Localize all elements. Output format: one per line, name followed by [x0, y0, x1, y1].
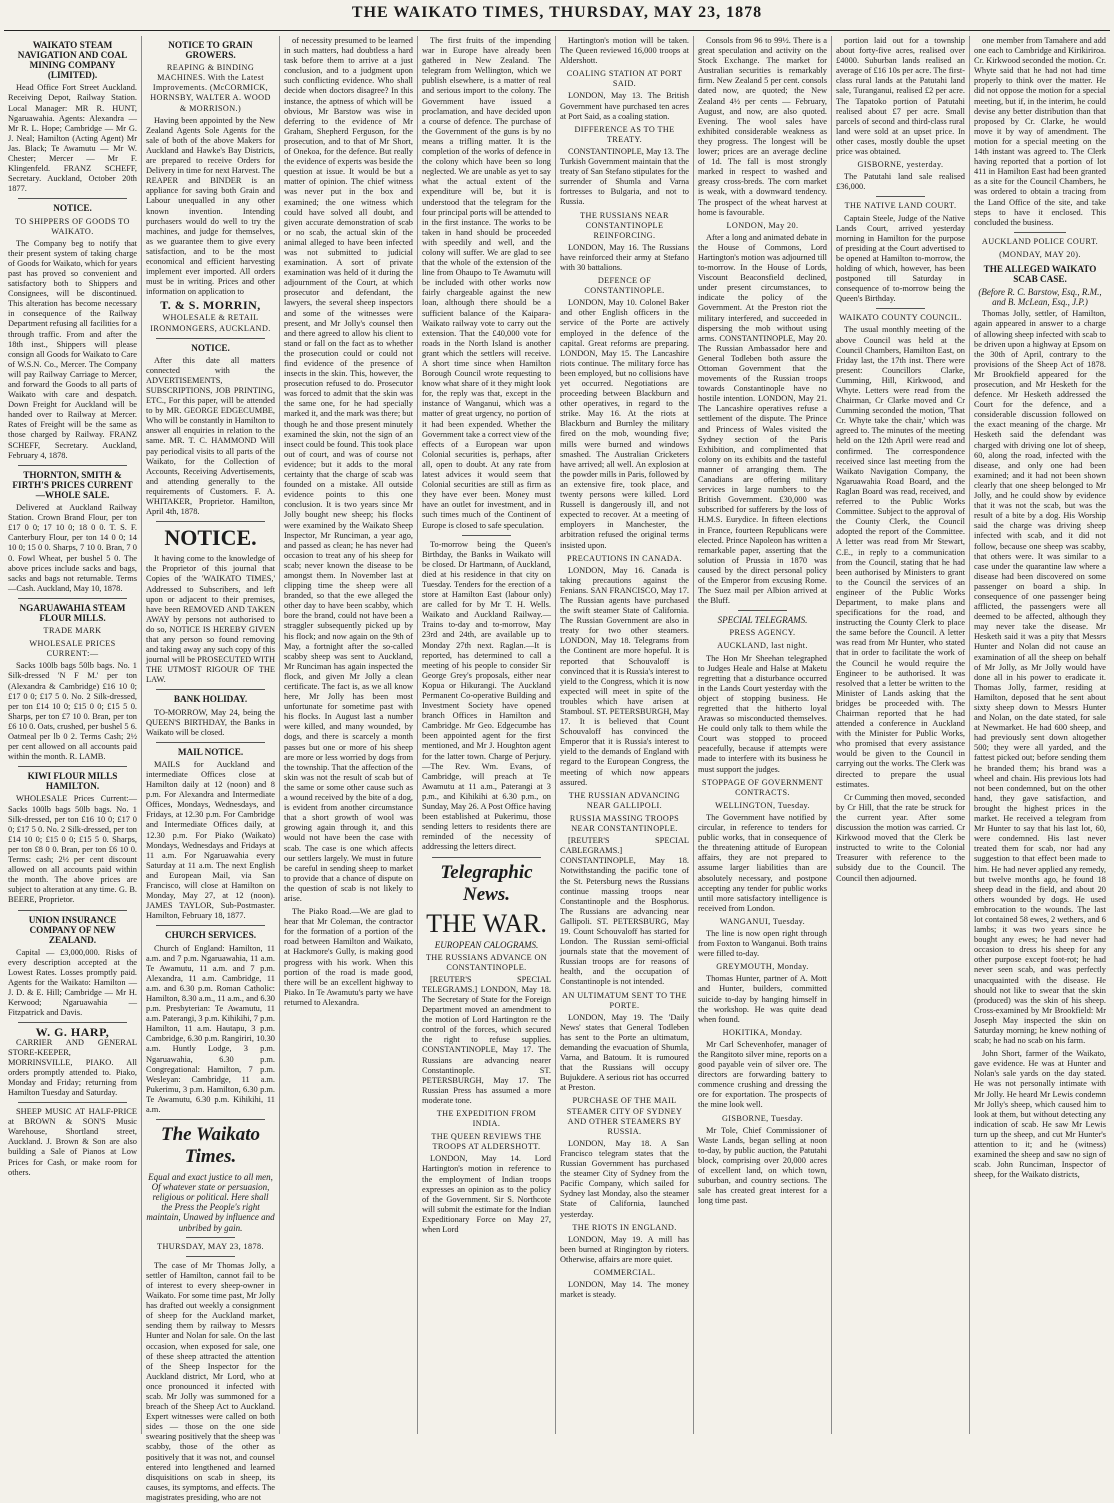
divider: [156, 742, 265, 743]
divider: [18, 766, 127, 767]
divider: [876, 196, 925, 197]
body-gisborne: Mr Tole, Chief Commissioner of Waste Lands, began selling at noon to-day, by public auction, the Patutahi block, comprising over 20,000 acres of excellent land, on which town, suburban, and country sections. The sale has created great interest for a long time past.: [698, 1125, 827, 1206]
heading-stoppage: STOPPAGE OF GOVERNMENT CONTRACTS.: [701, 777, 824, 797]
bank-holiday-body: TO-MORROW, May 24, being the QUEEN'S BIRTHDAY, the Banks in Waikato will be closed.: [146, 707, 275, 737]
steam-navigation-body: Head Office Fort Street Auckland. Receiving Depot, Railway Station. Local Manager: MR R. HUNT, Ngaruawahia. Agents: Alexandra — Mr R. L. Hope; Cambridge — Mr G. J. Neal; Hamilton (Acting Agent) Mr Jas. Black; Te Awamutu — Mr W. Chester; Mercer — Mr F. Klingenfeld. FRANZ SCHEFF, Secretary. Auckland, October 20th 1877.: [8, 83, 137, 194]
masthead: THE WAIKATO TIMES, THURSDAY, MAY 23, 1878: [351, 4, 763, 21]
column-3: [280, 36, 418, 1434]
body-riots: LONDON, May 19. A mill has been burned at Ringington by rioters. Otherwise, affairs are more quiet.: [560, 1234, 689, 1264]
editorial-continued: of necessity presumed to be learned in such matters, had doubtless a hard task before them to arrive at a just conclusion, and to a judgment upon such conflicting evidence. Who shall decide when doctors disagree? In this instance, the aptness of which will be obvious, Mr Barstow was wise in deferring to the evidence of Mr Graham, Shepherd Ferguson, for the prosecution, and to that of Mr Short, of Onekoa, for the defence. But really the evidence of experts was beside the question at issue. It would be but a matter of opinion. The chief witness was never put in the box and examined; the one witness which could have solved all doubt, and given accurate demonstration of scab or no scab, the actual skin of the animal alleged to have been infected was not submitted to judicial examination. A sort of private examination was held of it during the adjournment of the Court, at which prosecutor and defendant, the lawyers, the several sheep inspectors and some of the witnesses were present, and Mr Jolly's counsel then and there agreed to allow his client to stand or fall on the fact as to whether the prosecution could or could not find evidence of the presence of insects in the skin. This, however, the prosecution refused to do. Prosecutor was forced to admit that the skin was the same one, for he had specially marked it, and the mark was there; but though he and those present minutely examined the skin, not the sign of an insect could be found. This took place out of court, and was of course not evidence; but it adds to the moral certainty that the charge of scab was founded on a mistake. All outside evidence points to this one conclusion. It is two years since Mr Jolly bought new sheep; his flocks were examined by the Waikato Sheep Inspector, Mr Runciman, a year ago, and passed as clean; he has never had occasion to treat any of his sheep for scab; never known the disease to be amongst them. In November last at clipping time the sheep were all branded, so that the ewe alleged the other day to have been scabby, which bore the brand, could not have been a straggler subsequently picked up by his flock; and now again on the 9th of May, a fortnight after the so-called scabby sheep was sent to Auckland, Mr Runciman has again inspected the flock, and given Mr Jolly a clean certificate. The fact is, as we all know here, Mr Jolly has been most unfortunate for sometime past with his flocks. In August last a number were killed, and many wounded, by dogs, and there is scarcely a month passes but one or more of his sheep are more or less worried by dogs from the township. That the affection of the skin was not the result of scab but of the same or some other cause such as a wound received by the bite of a dog, is evident from another circumstance that a short growth of wool was growing again through it, and this would not have been the case with scab. The case is one which affects our settlers largely. We must in future be careful in sending sheep to market to provide that a chance of dispute on the question of scab is not likely to arise.: [284, 36, 413, 903]
heading-treaty: DIFFERENCE AS TO THE TREATY.: [574, 124, 675, 144]
masthead-rule: [4, 30, 1110, 31]
paper-motto: Equal and exact justice to all men, Of whatever state or persuasion, religious or political. Here shall the Press the People's right maintain, Unawed by influence and unbribed by gain.: [146, 1172, 275, 1233]
body-mail-steamer: LONDON, May 18. A San Francisco telegram states that the Russian Government has purchased the steamer City of Sydney from the Pacific Company, which sailed for Sydney last Monday, also the steamer State of California, launched yesterday.: [560, 1138, 689, 1219]
trade-mark: TRADE MARK: [43, 626, 102, 636]
columns: [4, 36, 1110, 1502]
body-ultimatum: LONDON, May 19. The 'Daily News' states that General Todleben has sent to the Porte an ultimatum, demanding the evacuation of Shumla, Varna, and Batoum. It is rumoured that the Russians will occupy Bujukdere. A serious riot has occurred at Preston.: [560, 1012, 689, 1093]
column-6: [694, 36, 832, 1434]
war-heading-expedition: THE EXPEDITION FROM INDIA.: [436, 1109, 537, 1129]
body-reinforcing: LONDON, May 16. The Russians have reinforced their army at Stefano with 30 battalions.: [560, 242, 689, 272]
thornton-body: Delivered at Auckland Railway Station. Crown Brand Flour, per ton £17 0 0; 17 10 0; 18 0 0. T. S. F. Canterbury Flour, per ton 14 0 0; 14 10 0; 15 0 0. Sharps, 7 10 0. Bran, 7 0 0. Fowl Wheat, per bushel 5 0. The above prices include sacks and bags, sacks and bags not returnable. Terms—Cash. Auckland, May 10, 1878.: [8, 503, 137, 593]
column-8: [970, 36, 1110, 1434]
heading-ultimatum: AN ULTIMATUM SENT TO THE PORTE.: [562, 990, 687, 1010]
gisborne-continued: portion laid out for a township about forty-five acres, realised over £4000. Suburban lands realised an average of £16 10s per acre. The first-class rural lands at the Patutahi land sale, Turanganui, realised £2 per acre. The Tapatoko portion of Patutahi realised about £7 per acre. Small parcels of second and third-class rural land were sold at an upset price. In other cases, mostly double the upset price was obtained.: [836, 36, 965, 157]
divider: [186, 1256, 235, 1257]
kiwi-mills-title: KIWI FLOUR MILLS HAMILTON.: [27, 771, 118, 792]
divider: [18, 198, 127, 199]
local-paragraphs: The Piako Road.—We are glad to hear that Mr Coleman, the contractor for the formation of a portion of the road between Hamilton and Waikato, at Hackmore's Gully, is making good progress with his work. When this portion of the road is made good, there will be an excellent highway to Piako. In Te Awamutu's party we have returned to Alexandra.: [284, 907, 413, 1007]
mail-notice-body: MAILS for Auckland and intermediate Offices close at Hamilton daily at 12 (noon) and 8 p.m. For Alexandra and Intermediate Offices, Mondays, Wednesdays, and Fridays, at 12.30 p.m. For Cambridge and Intermediate Offices daily, at 12.30 p.m. For Piako (Waikato) Mondays, Wednesdays and Fridays at 11 a.m. For Ngaruawahia every Saturday at 11 a.m. The next English and European Mail, via San Francisco, will close at Hamilton on Monday, May 27, at 12 (noon). JAMES TAYLOR, Sub-Postmaster. Hamilton, February 18, 1877.: [146, 759, 275, 921]
divider: [1014, 232, 1066, 233]
union-insurance-body: Capital — £3,000,000. Risks of every description accepted at the Lowest Rates. Losses promptly paid. Agents for the Waikato: Hamilton — J. D. & E. Hill; Cambridge — Mr H. Kerwood; Ngaruawahia — Fitzpatrick and Davis.: [8, 947, 137, 1018]
notice-removal-body: It having come to the knowledge of the Proprietor of this journal that Copies of the 'WAIKATO TIMES,' Addressed to Subscribers, and left upon or adjacent to their premises, have been REMOVED AND TAKEN AWAY by persons not authorised to do so, NOTICE IS HEREBY GIVEN that any person so found removing and taking away any such copy of this journal will be PROSECUTED WITH THE UTMOST RIGOUR OF THE LAW.: [146, 554, 275, 685]
shippers-heading: TO SHIPPERS OF GOODS TO WAIKATO.: [15, 216, 130, 236]
ngaruawahia-mills-title: NGARUAWAHIA STEAM FLOUR MILLS.: [19, 602, 126, 623]
column-4: [418, 36, 556, 1434]
kiwi-mills-body: WHOLESALE Prices Current:— Sacks 100lb bags 50lb bags. No. 1 Silk-dressed, per ton £16 10 0; £17 0 0; £17 5 0. No. 2 Silk-dressed, per ton £14 10 0; £15 0 0; £15 5 0. Sharps, per ton £8 0 0. Bran, per ton £6 10 0. Terms: cash; 2½ per cent discount allowed on all accounts paid within the month. The above prices are subject to alteration at any time. G. B. BEERE, Proprietor.: [8, 794, 137, 905]
notice-large-heading: NOTICE.: [164, 525, 257, 551]
commercial-continued: Consols from 96 to 99½. There is a great speculation and activity on the Stock Exchange. The market for Australian securities is remarkably firm. New Zealand 5 per cent. consols dated now, are quoted; the New Zealand 4½ per cents — February, August, and now, are also quoted. Evening. The wool sales have exhibited considerable weakness as they progress. The longest will be lower; prices are an average decline of 1d. The fall is most strongly marked in respect to washed and greasy cross-breds. The corn market is weak, with a downward tendency. The prospect of the wheat harvest at home is favourable.: [698, 36, 827, 217]
police-court-date: (MONDAY, MAY 20).: [999, 249, 1081, 259]
body-commercial: LONDON, May 14. The money market is steady.: [560, 1280, 689, 1300]
body-scab-case-2: John Short, farmer of the Waikato, gave evidence. He was at Hunter and Nolan's sale yards on the day stated. He was not personally intimate with Mr Jolly. He heard Mr Lewis condemn Mr Jolly's sheep, which caused him to look at them, but without detecting any indication of scab. He saw Mr Lewis turn up the sheep, and cut Mr Hunter's attention to it; and he (witness) examined the sheep and saw no sign of scab. John Runciman, Inspector of sheep, for the Waikato districts,: [974, 1049, 1106, 1180]
grain-growers-heading: NOTICE TO GRAIN GROWERS.: [168, 40, 253, 61]
heading-coaling-station: COALING STATION AT PORT SAID.: [566, 69, 683, 89]
divider: [432, 857, 541, 858]
heading-london-may20: LONDON, May 20.: [726, 220, 799, 230]
body-native-land-court: Captain Steele, Judge of the Native Lands Court, arrived yesterday morning in Hamilton for the purpose of presiding at the Court advertised to be opened at Hamilton to-morrow, the holding of which, however, has been postponed till Saturday in consequence of to-morrow being the Queen's Birthday.: [836, 213, 965, 304]
dateline: THURSDAY, MAY 23, 1878.: [157, 1241, 264, 1251]
notice-heading: NOTICE.: [191, 342, 230, 353]
divider: [18, 465, 127, 466]
divider: [156, 338, 265, 339]
ngaruawahia-prices-heading: WHOLESALE PRICES CURRENT:—: [29, 639, 116, 659]
body-canada: LONDON, May 16. Canada is taking precautions against the Fenians. SAN FRANCISCO, May 17. The Russian agents have purchased the swift steamer State of California. The Russian Government are also in treaty for two other steamers. LONDON, May 18. Telegrams from the Continent are more hopeful. It is reported that Schouvaloff is convinced that it is Russia's interest to yield to the Congress, which it is now expected will meet in spite of the troubles which have arisen at Stamboul. ST. PETERSBURGH, May 17. It is believed that Count Schouvaloff has convinced the Emperor that it is Russia's interest to yield to the demands of England with regard to the European Congress, the meeting of which now appears assured.: [560, 565, 689, 787]
heading-wanganui: WANGANUI, Tuesday.: [719, 916, 806, 926]
war-body-advance: [REUTER'S SPECIAL TELEGRAMS.] LONDON, May 18. The Secretary of State for the Foreign Department moved an amendment to the motion of Lord Hartington re the control of the forces, which secured the right to refuse supplies. CONSTANTINOPLE, May 17. The Russians are advancing nearer Constantinople. ST. PETERSBURGH, May 17. The Russian Press has assumed a more moderate tone.: [422, 974, 551, 1105]
body-defence: LONDON, May 10. Colonel Baker and other English officers in the service of the Porte are actively employed in the defence of the capital. Great reforms are preparing. LONDON, May 15. The Lancashire riots continue. The military force has been employed, but no collisions have yet occurred. Negotiations are proceeding between Blackburn and other operatives, in regard to the strike. May 16. At the riots at Blackburn and Burnley the military fired on the mob, wounding five; mills were burned and windows smashed. The Australian Cricketers have arrived; all well. An explosion at the powder mills in Paris, followed by an extensive fire, took place, and twenty persons were killed. Lord Russell is dangerously ill, and not expected to recover. At a meeting of employers in Manchester, the arbitration refused the original terms insisted upon.: [560, 298, 689, 550]
harp-title: W. G. HARP,: [35, 1025, 110, 1040]
mail-notice-heading: MAIL NOTICE.: [177, 746, 244, 757]
divider: [18, 1102, 127, 1103]
body-county-council: The usual monthly meeting of the above Council was held at the Council Chambers, Hamilton East, on Friday last, the 17th inst. There were present: Councillors Clarke, Cumming, Hill, Kirkwood, and Whyte. Letters were read from the Chairman, Cr Clarke moved and Cr Cumming seconded the motion, 'That Cr. Whyte take the chair,' which was agreed to. The minutes of the meeting held on the 12th April were read and confirmed. The correspondence received since last meeting from the Waikato Navigation Company, the Ngaruawahia Road Board, and the Raglan Board was read, received, and referred to the Public Works Committee. Subject to the approval of the County Clerk, the Council adopted the report of the Committee. A letter was read from Mr Stewart, C.E., in reply to a communication from the Council, stating that he had been authorised by Ministers to grant to the Council the services of an engineer of the Public Works Department, to make plans and specifications for the road, and instructing the County Clerk to place the same before the Council. A letter was read from Mr Hunter, who stated that in order to facilitate the work of the Council he would require the Engineer to be authorised. It was resolved that a letter be written to the Minister of Lands asking that the bridges be proceeded with. The Chairman reported that he had attended a conference in Auckland with the Minister for Public Works, who promised that every assistance would be given to the Council in carrying out the works. The Clerk was directed to prepare the usual estimates.: [836, 325, 965, 789]
column-5: [556, 36, 694, 1434]
church-services-heading: CHURCH SERVICES.: [164, 930, 257, 941]
council-continued: one member from Tamahere and add one each to Cambridge and Kirikiriroa. Cr. Kirkwood seconded the motion. Cr. Whyte said that he had not had time properly to think over the matter. He did not oppose the motion for a special meeting, but if, in the interim, he could devise any better distribution than that proposed by Cr. Clarke, he would move it by way of amendment. The motion for a special meeting on the 14th instant was agreed to. The Clerk having reported that a portion of lot 411 in Hamilton East had been granted as a site for the Council Chambers, he was ordered to obtain a tracing from the Land Office of the site, and take steps to have it enclosed. This concluded the business.: [974, 36, 1106, 227]
editorial-body: The case of Mr Thomas Jolly, a settler of Hamilton, cannot fail to be of interest to every sheep-owner in Waikato. For some time past, Mr Jolly has drafted out weekly a consignment of sheep for the Auckland market, sending them by railway to Messrs Hunter and Nolan for sale. On the last occasion, when exposed for sale, one of these sheep attracted the attention of the Sheep Inspector for the Auckland district, Mr Lord, who at once pronounced it infected with scab. Mr Jolly was summoned for a breach of the Sheep Act to Auckland. Expert witnesses were called on both sides — those on the one side swearing positively that the sheep was scabby, those of the other as positively that it was not, and counsel entered into lengthened and learned disquisitions on scab in sheep, its causes, its symptoms, and effects. The magistrates presiding, who are not: [146, 1260, 275, 1502]
divider: [876, 308, 925, 309]
war-subtitle: EUROPEAN CALOGRAMS.: [434, 939, 539, 950]
union-insurance-title: UNION INSURANCE COMPANY OF NEW ZEALAND.: [28, 914, 117, 945]
news-paragraphs: To-morrow being the Queen's Birthday, the Banks in Waikato will be closed. Dr Hartmann, of Auckland, died at his residence in that city on Tuesday. Tenders for the erection of a store at Hamilton East (labour only) are called for by Mr T. H. Wells. Waikato and Auckland Railway.—Trains to-day and to-morrow, May 23rd and 24th, are available up to Monday 27th next. Raglan.—It is reported, has determined to call a meeting of his people to consider Sir George Grey's proposals, either near Kopua or Hikurangi. The Auckland Permanent Co-operative Building and Investment Society have opened branch Offices in Hamilton and Cambridge. Mr Geo. Edgecumbe has been appointed agent for the first mentioned, and Mr J. Houghton agent for the latter town. Charge of Perjury.—The Rev. Wm. Evans, of Cambridge, will preach at Te Awamutu at 11 a.m., Paterangi at 3 p.m., and Kihikihi at 6.30 p.m., on Sunday, May 26. A Post Office having been established at Pukerimu, those sending letters to residents there are reminded of the necessity of addressing the letters direct.: [422, 539, 551, 852]
sheet-music-ad: SHEEP MUSIC AT HALF-PRICE at BROWN & SON'S Music Warehouse, Shortland street, Auckland. J. Brown & Son are also building a Sale of Pianos at Low Prices for Cash, or make room for others.: [8, 1107, 137, 1177]
thornton-title: THORNTON, SMITH & FIRTH'S PRICES CURRENT—WHOLE SALE.: [12, 469, 133, 500]
morrin-subheading: WHOLESALE & RETAIL IRONMONGERS, AUCKLAND.: [150, 313, 271, 333]
heading-scab-case: THE ALLEGED WAIKATO SCAB CASE.: [983, 263, 1097, 285]
body-county-council-2: Cr Cumming then moved, seconded by Cr Hill, that the rate be struck for the current year. After some discussion the motion was carried. Cr Kirkwood moved that the Clerk be instructed to write to the Colonial Treasurer with reference to the subsidy due to the Council. The Council then adjourned.: [836, 792, 965, 883]
body-london-may20: After a long and animated debate in the House of Commons, Lord Hartington's motion was adjourned till to-morrow. In the House of Lords, Viscount Beaconsfield declined, under present circumstances, to indicate the policy of the Government. At the Preston riot the military interfered, and succeeded in dispersing the mob without using arms. CONSTANTINOPLE, May 20. The Russian Ambassador here and General Todleben both assure the Ottoman Government that the movements of the Russian troops towards Constantinople have no hostile intention. LONDON, May 21. The Lancashire operatives refuse a settlement of the dispute. The Prince and Princess of Wales visited the Sydney section of the Paris Exhibition, and complimented that colony on its exhibits and the tasteful manner of arranging them. The Canadians are offering military services in large numbers to the British Government. £30,000 was subscribed for sufferers by the loss of H.M.S. Eurydice. In fifteen elections in France, fourteen Republicans were elected. Prince Napoleon has written a remarkable paper, asserting that the solution of Prussia in 1870 was caused by the direct personal policy of the Emperor from excusing Rome. The Suez mail per Albion arrived at the Bluff.: [698, 232, 827, 606]
body-gisborne-yesterday: The Patutahi land sale realised £36,000.: [836, 172, 965, 192]
heading-auckland: AUCKLAND, last night.: [717, 641, 808, 651]
heading-hokitika: HOKITIKA, Monday.: [722, 1027, 803, 1037]
divider: [186, 1237, 235, 1238]
heading-commercial: COMMERCIAL.: [593, 1267, 656, 1277]
heading-press-agency: PRESS AGENCY.: [729, 628, 796, 638]
divider: [738, 610, 787, 611]
divider: [18, 598, 127, 599]
grain-growers-body: Having been appointed by the New Zealand Agents Sole Agents for the sale of both of the above Makers for Auckland and Hawke's Bay Districts, are prepared to receive Orders for Delivery in time for next Harvest. The REAPER and BINDER is an appliance for saving both Grain and Labour unequalled in any other known invention. Intending purchasers would do well to try the machines, and judge for themselves, as we guarantee them to give every satisfaction, and to be the most economical and efficient harvesting implement ever imported. All orders must be in writing. Prices and other information on application to: [146, 115, 275, 297]
heading-reinforcing: THE RUSSIANS NEAR CONSTANTINOPLE REINFORCING.: [580, 210, 669, 240]
heading-greymouth: GREYMOUTH, Monday.: [716, 962, 809, 972]
shippers-body: The Company beg to notify that their present system of taking charge of Goods for Waikato, which for years past has proved so convenient and satisfactory both to Shippers and Consignees, will be discontinued. This alteration has become necessary in consequence of the Railway Department refusing all facilities for a through traffic. From and after the 18th inst., Shippers will please consign all Goods for Waikato to Care of W.S.N. Co., Mercer. The Company will pay Railway Carriage to Mercer, and forward the Goods to all parts of Waikato with care and despatch. Down Freight for Auckland will be handed over to Railway at Mercer. Rates of Freight will be the same as those charged by Railway. FRANZ SCHEFF, Secretary. Auckland, February 4, 1878.: [8, 238, 137, 460]
bench-line: (Before R. C. Barstow, Esq., R.M., and B. McLean, Esq., J.P.): [978, 287, 1102, 308]
divider: [156, 1119, 265, 1120]
notice-heading: NOTICE.: [53, 203, 92, 214]
morrin-name: T. & S. MORRIN,: [160, 298, 261, 313]
divider: [18, 910, 127, 911]
war-body-review: LONDON, May 14. Lord Hartington's motion in reference to the employment of Indian troops expresses an opinion as to the policy of the Government. Sir S. Northcote will submit the estimate for the Indian Expeditionary Force on May 27, when Lord: [422, 1154, 551, 1235]
heading-police-court: AUCKLAND POLICE COURT.: [981, 236, 1099, 246]
bank-holiday-heading: BANK HOLIDAY.: [173, 694, 248, 705]
body-auckland: The Hon Mr Sheehan telegraphed to Judges Heale and Halse at Maketu regretting that a disturbance occurred in the Lands Court yesterday with the object of stopping business. He regretted that the hitherto loyal Arawas so misconducted themselves. He could only talk to them while the Court was stopped to proceed peacefully, because if attempts were made to interfere with its business he must support the judges.: [698, 653, 827, 774]
ngaruawahia-prices-body: Sacks 100lb bags 50lb bags. No. 1 Silk-dressed 'N F M.' per ton (Alexandra & Cambridge) £16 10 0; £17 0 0; £17 5 0. No. 2 Silk-dressed, per ton £14 10 0; £15 0 0; £15 5 0. Sharps, per ton £7 10 0. Bran, per ton £6 10 0. Oats, crushed, per bushel 5 6. Oatmeal per lb 0 2. Terms Cash; 2½ per cent allowed on all accounts paid within the month. R. LAMB.: [8, 661, 137, 762]
body-wanganui: The line is now open right through from Foxton to Wanganui. Both trains were filled to-day.: [698, 928, 827, 959]
divider: [18, 1022, 127, 1023]
grain-growers-subheading: REAPING & BINDING MACHINES. With the Latest Improvements. (McCORMICK, HORNSBY, WALTER A. WOOD & MORRISON.): [150, 63, 271, 113]
body-greymouth: Thomas Hunter, partner of A. Mott and Hunter, builders, committed suicide to-day by hanging himself in the workshop. He was quite dead when found.: [698, 974, 827, 1024]
heading-native-land-court: THE NATIVE LAND COURT.: [844, 201, 957, 211]
harp-body: CARRIER AND GENERAL STORE-KEEPER, MORRINSVILLE, PIAKO. All orders promptly attended to. Piako, Monday and Friday; returning from Hamilton Tuesday and Saturday.: [8, 1037, 137, 1097]
steam-navigation-title: WAIKATO STEAM NAVIGATION AND COAL MINING COMPANY (LIMITED).: [17, 40, 128, 81]
divider: [156, 925, 265, 926]
paper-title: The Waikato Times.: [160, 1124, 261, 1168]
heading-special-telegrams: SPECIAL TELEGRAMS.: [717, 615, 808, 626]
heading-massing: RUSSIA MASSING TROOPS NEAR CONSTANTINOPLE.: [569, 813, 680, 834]
heading-canada: PRECAUTIONS IN CANADA.: [566, 553, 682, 563]
telegram-continued: Hartington's motion will be taken. The Queen reviewed 16,000 troops at Aldershott.: [560, 36, 689, 66]
church-services-body: Church of England: Hamilton, 11 a.m. and 7 p.m. Ngaruawahia, 11 a.m. Te Awamutu, 11 a.m. and 7 p.m. Alexandra, 11 a.m. Cambridge, 11 a.m. and 6.30 p.m. Roman Catholic: Hamilton, 8.30 a.m., 11 a.m., and 6.30 p.m. Presbyterian: Te Awamutu, 11 a.m. Paterangi, 3 p.m. Kihikihi, 7 p.m. Hamilton, 11 a.m. Hautapu, 3 p.m. Cambridge, 6.30 p.m. Rangiriri, 10.30 a.m. Huntly Lodge, 3 p.m. Ngaruawahia, 6.30 p.m. Congregational: Hamilton, 7 p.m. Wesleyan: Cambridge, 11 a.m. Pukerimu, 3 p.m. Hamilton, 6.30 p.m. Te Awamutu, 6.30 p.m. Kihikihi, 11 a.m.: [146, 943, 275, 1114]
column-2: [142, 36, 280, 1502]
divider: [462, 535, 511, 536]
telegraphic-news-title: Telegraphic News.: [440, 861, 533, 905]
war-heading-review: THE QUEEN REVIEWS THE TROOPS AT ALDERSHOTT.: [431, 1132, 542, 1152]
notice-body: After this date all matters connected with the ADVERTISEMENTS, SUBSCRIPTIONS, JOB PRINTING, ETC., For this paper, will be attended to by MR. GEORGE EDGECUMBE, Who will be constantly in Hamilton to answer all enquiries in relation to the same. MR. T. C. HAMMOND Will pay periodical visits to all parts of the Waikato, for the Collection of Accounts, Receiving Advertisements, and attending generally to the requirements of Customers. F. A. WHITAKER, Proprietor. Hamilton, April 4th, 1878.: [146, 355, 275, 517]
body-scab-case: Thomas Jolly, settler, of Hamilton, again appeared in answer to a charge of allowing sheep infected with scab to be driven upon a highway at Epsom on the 30th of April, contrary to the provisions of the Sheep Act of 1878. Mr Brookfield appeared for the prosecution, and Mr Hesketh for the defence. Mr Hesketh addressed the Court for the defence, and a considerable discussion followed on the exact meaning of the charge. Mr Hesketh said the defendant was charged with driving one lot of sheep, 60, along the road, infected with the disease, and only one had been examined; and it had not been shown clearly that one sheep belonged to Mr Jolly, and he could show by evidence that it was not the scab, but was the result of a bite by a dog. His Worship said the charge was driving sheep infected with scab, and it did not follow, because one sheep was scabby, that others were. It was similar to a case under the quarantine law where a disease had been discovered on some passenger on board a ship. In consequence of one passenger being afflicted, the passengers were all deemed to be affected, although they may never take the disease. Mr Hesketh said it was a pity that Messrs Hunter and Nolan did not cause an examination of all the sheep on behalf of Mr Jolly, as Mr Jolly would have done all in his power to eradicate it. Thomas Jolly, farmer, residing at Hamilton, deposed that he sent about sixty sheep down to Messrs Hunter and Nolan, on the date stated, for sale at Newmarket. He had 600 sheep, and had previously sent down altogether 500; they were all yarded, and the fattest picked out; before sending them he branded them; his brand was a wheel and chain. His previous lots had not been condemned, but on the other hand, they gave satisfaction, and brought the highest prices in the market. He received a telegram from Mr Hunter to say that his last lot, 60, were condemned. His last never treated them for scab, nor had any suggestion to that effect been made to him. He had never applied any remedy, but twelve months ago, he found 18 sheep dead in the field, and about 20 others wounded by dogs. He used embrocation to the wounds. The last lot contained 58 ewes, 2 wethers, and 6 lambs; it was two years since he bought any ewes; he had never had occasion to dress his sheep for any other purpose except foot-rot; he had never seen scab, and was perfectly unacquainted with the disease. He should not like to swear that the skin (produced) was the skin of his sheep. Cross-examined by Mr Brookfield: Mr Joseph May inspected the skin on Saturday morning; he knew nothing of scab; he had no scab on his farm.: [974, 309, 1106, 1046]
war-heading-advance: THE RUSSIANS ADVANCE ON CONSTANTINOPLE.: [425, 952, 548, 972]
body-coaling-station: LONDON, May 13. The British Government have purchased ten acres at Port Said, as a coaling station.: [560, 91, 689, 121]
heading-gisborne: GISBORNE, Tuesday.: [721, 1113, 804, 1123]
heading-defence: DEFENCE OF CONSTANTINOPLE.: [584, 276, 665, 296]
column-1: [4, 36, 142, 1434]
body-wellington: The Government have notified by circular, in reference to tenders for public works, that in consequence of the threatening attitude of European affairs, they are not prepared to assume larger liabilities than are absolutely necessary, and postpone accepting any tender for public works until more satisfactory intelligence is received from London.: [698, 812, 827, 913]
heading-county-council: WAIKATO COUNTY COUNCIL.: [839, 313, 962, 323]
divider: [156, 521, 265, 522]
heading-gallipoli: THE RUSSIAN ADVANCING NEAR GALLIPOLI.: [568, 790, 681, 810]
body-massing: [REUTER'S SPECIAL CABLEGRAMS.] CONSTANTINOPLE, May 18. Notwithstanding the pacific tone of the St. Petersburg news the Russians continue massing troops near Constantinople and the Bosphorus. The Russians are advancing near Gallipoli. ST. PETERSBURG, May 19. Count Schouvaloff has started for London. The Russian semi-official journals state that the movement of Russian troops are for reasons of health, and the occupation of Constantinople is not intended.: [560, 836, 689, 987]
war-title: THE WAR.: [426, 908, 547, 938]
heading-riots: THE RIOTS IN ENGLAND.: [572, 1222, 677, 1232]
body-treaty: CONSTANTINOPLE, May 13. The Turkish Government maintain that the treaty of San Stefano stipulates for the surrender of Shumla and Varna fortresses to Bulgaria, and not to Russia.: [560, 146, 689, 207]
heading-gisborne-yesterday: GISBORNE, yesterday.: [857, 160, 944, 170]
column-7: [832, 36, 970, 1434]
divider: [156, 689, 265, 690]
body-hokitika: Mr Carl Schevenhofer, manager of the Rangitoto silver mine, reports on a good payable vein of silver ore. The directors are forwarding battery to commence crushing and dressing the ore for exportation. The prospects of the mine look well.: [698, 1039, 827, 1110]
heading-wellington: WELLINGTON, Tuesday.: [715, 800, 810, 810]
leader-body: The first fruits of the impending war in Europe have already been gathered in New Zealand. The telegram from Wellington, which we publish elsewhere, is a matter of real and serious import to the colony. The Government have issued a proclamation, and have decided upon a course of defence. The purchase of the Government of the guns is by no means a trifling matter. It is the completion of the works of defence in the colony which have been so long neglected. We are unable as yet to say what the actual extent of the expenditure will be, but it is understood that the telegram for the four principal ports will be attended to in the first instance. The works to be taken in hand should be proceeded with speedily and well, and the colony will suffer. We are glad to see that the whole of the extension of the line from Ohaupo to Te Awamutu will be included with other works now fairly chargeable against the new loan, although there should be a sufficient balance of the Kaipara-Waikato railway vote to carry out the extension. That the £40,000 vote for roads in the North Island is another grant which the settlers will receive. A short time since when Hamilton Borough Council wrote requesting to know what share of it they might look for, the reply was that, except in the instance of Wanganui, which was a matter of great urgency, no portion of it had been expended. Whether the Government take a correct view of the effects of a European war upon Colonial securities is, perhaps, after all, open to doubt. At any rate from latest advices it would seem that Colonial securities are still as firm as they have ever been. Money must have an outlet for investment, and in such times much of the Continent of Europe is closed to safe speculation.: [422, 36, 551, 530]
heading-mail-steamer: PURCHASE OF THE MAIL STEAMER CITY OF SYDNEY AND OTHER STEAMERS BY RUSSIA.: [566, 1096, 683, 1136]
